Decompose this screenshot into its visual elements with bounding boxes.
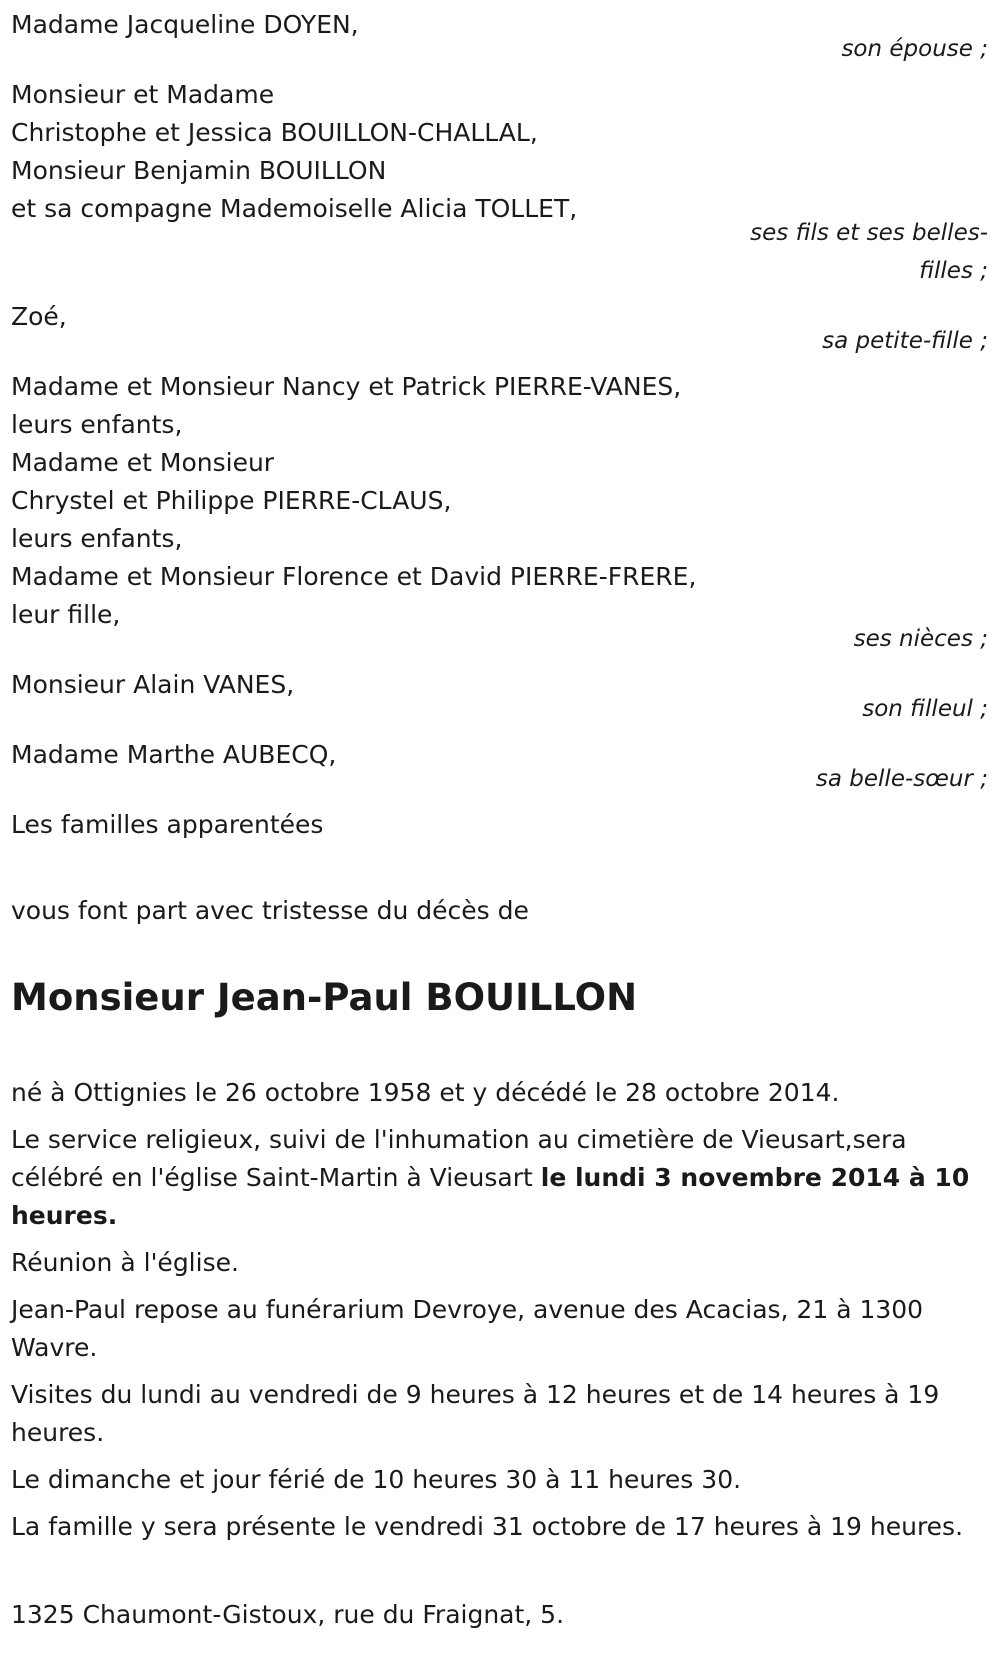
family-group-nieces bbox=[11, 368, 988, 658]
name-line: Monsieur et Madame bbox=[11, 80, 275, 109]
name-line: Madame et Monsieur Florence et David PIERRE-FRERE, bbox=[11, 562, 697, 591]
meeting-text: Réunion à l'église. bbox=[11, 1248, 239, 1277]
funeral-details bbox=[11, 1074, 988, 1546]
relation-label: ses fils et ses belles-filles ; bbox=[750, 220, 988, 284]
name-line: Madame et Monsieur Nancy et Patrick PIERRE-VANES, bbox=[11, 372, 682, 401]
name-line: Chrystel et Philippe PIERRE-CLAUS, bbox=[11, 486, 452, 515]
name-line: et sa compagne Mademoiselle Alicia TOLLET, bbox=[11, 194, 578, 223]
family-presence-text: La famille y sera présente le vendredi 31 octobre de 17 heures à 19 heures. bbox=[11, 1512, 964, 1541]
service-paragraph bbox=[11, 1121, 988, 1235]
sunday-hours-text: Le dimanche et jour férié de 10 heures 30 à 11 heures 30. bbox=[11, 1465, 742, 1494]
name-line: Christophe et Jessica BOUILLON-CHALLAL, bbox=[11, 118, 538, 147]
relation-label: son épouse ; bbox=[841, 36, 988, 62]
deceased-name: Monsieur Jean-Paul BOUILLON bbox=[11, 976, 638, 1019]
name-line: Monsieur Benjamin BOUILLON bbox=[11, 156, 387, 185]
relation-label: son filleul ; bbox=[862, 696, 988, 722]
funeral-home-text: Jean-Paul repose au funérarium Devroye, avenue des Acacias, 21 à 1300 Wavre. bbox=[11, 1295, 924, 1362]
family-group-sister-in-law bbox=[11, 736, 988, 798]
name-line: Zoé, bbox=[11, 302, 67, 331]
name-line: leur fille, bbox=[11, 600, 121, 629]
family-group-sons bbox=[11, 76, 988, 290]
family-group-godson bbox=[11, 666, 988, 728]
name-line: leurs enfants, bbox=[11, 524, 183, 553]
family-group-granddaughter bbox=[11, 298, 988, 360]
announcement-text: vous font part avec tristesse du décès de bbox=[11, 896, 529, 925]
family-address: 1325 Chaumont-Gistoux, rue du Fraignat, 5. bbox=[11, 1600, 565, 1629]
name-line: Madame Jacqueline DOYEN, bbox=[11, 10, 359, 39]
relation-label: sa petite-fille ; bbox=[822, 328, 988, 354]
name-line: leurs enfants, bbox=[11, 410, 183, 439]
name-line: Monsieur Alain VANES, bbox=[11, 670, 295, 699]
relation-label: sa belle-sœur ; bbox=[815, 766, 988, 792]
birth-death-text: né à Ottignies le 26 octobre 1958 et y décédé le 28 octobre 2014. bbox=[11, 1078, 840, 1107]
name-line: Madame Marthe AUBECQ, bbox=[11, 740, 337, 769]
relation-label: ses nièces ; bbox=[853, 626, 988, 652]
related-families: Les familles apparentées bbox=[11, 810, 324, 839]
service-date: le lundi 3 novembre 2014 à 10 heures. bbox=[11, 1163, 970, 1230]
service-text: Le service religieux, suivi de l'inhumation au cimetière de Vieusart,sera célébré en l'église Saint-Martin à Vieusart bbox=[11, 1125, 907, 1192]
name-line: Madame et Monsieur bbox=[11, 448, 275, 477]
family-group-spouse bbox=[11, 6, 988, 68]
visiting-hours-text: Visites du lundi au vendredi de 9 heures à 12 heures et de 14 heures à 19 heures. bbox=[11, 1380, 940, 1447]
